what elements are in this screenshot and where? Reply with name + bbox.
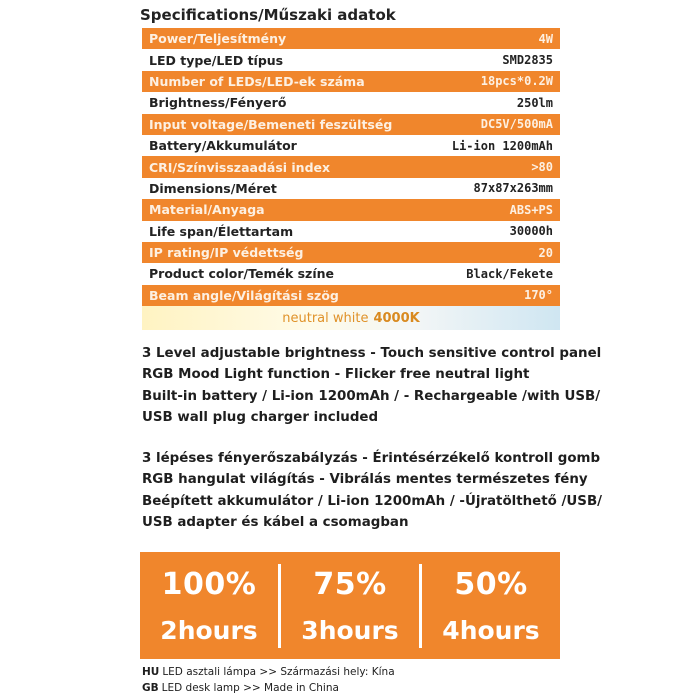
spec-row-brightness [142, 92, 560, 113]
spec-value: 170° [524, 288, 553, 303]
spec-label: Input voltage/Bemeneti feszültség [149, 116, 393, 132]
spec-value: 87x87x263mm [473, 181, 553, 196]
spec-row-power [142, 28, 560, 49]
features-english [142, 343, 602, 429]
spec-label: CRI/Színvisszaadási index [149, 159, 331, 175]
spec-row-battery [142, 135, 560, 156]
runtime-hours: 4hours [442, 615, 540, 645]
spec-row-material [142, 199, 560, 220]
footer-text: LED asztali lámpa >> Származási hely: Kína [162, 666, 395, 678]
runtime-75 [281, 567, 419, 645]
spec-row-ip-rating [142, 242, 560, 263]
footer-text: LED desk lamp >> Made in China [161, 682, 339, 694]
spec-label: Product color/Temék színe [149, 266, 334, 282]
feature-line: 3 Level adjustable brightness - Touch sensitive control panel [142, 346, 602, 361]
spec-value: >80 [531, 160, 553, 175]
runtime-level: 75% [313, 566, 387, 602]
spec-value: DC5V/500mA [480, 117, 553, 132]
spec-label: Brightness/Fényerő [149, 95, 287, 111]
spec-label: LED type/LED típus [149, 52, 284, 68]
color-temperature-bar [142, 306, 560, 330]
spec-value: Black/Fekete [466, 266, 553, 281]
spec-value: 18pcs*0.2W [480, 74, 553, 89]
spec-value: ABS+PS [509, 202, 553, 217]
spec-value: SMD2835 [502, 53, 553, 68]
spec-label: Material/Anyaga [149, 202, 265, 218]
feature-line: USB wall plug charger included [142, 410, 379, 426]
runtime-hours: 2hours [160, 615, 258, 645]
spec-row-led-type [142, 49, 560, 70]
color-temperature-value: 4000K [373, 310, 420, 326]
spec-label: Number of LEDs/LED-ek száma [149, 73, 365, 89]
page-title: Specifications/Műszaki adatok [140, 6, 396, 24]
feature-line: Beépített akkumulátor / Li-ion 1200mAh / -Újratölthető /USB/ [142, 493, 603, 509]
spec-value: 4W [538, 31, 553, 46]
color-temperature-label: neutral white [282, 310, 369, 326]
language-code: HU [142, 666, 160, 678]
feature-line: RGB Mood Light function - Flicker free neutral light [142, 367, 530, 383]
runtime-50 [422, 567, 560, 645]
features-hungarian [142, 448, 603, 534]
runtime-level: 100% [161, 566, 257, 602]
spec-value: 250lm [516, 95, 553, 110]
spec-value: 30000h [509, 224, 553, 239]
spec-table [142, 28, 560, 306]
feature-line: RGB hangulat világítás - Vibrálás mentes természetes fény [142, 472, 588, 488]
runtime-hours: 3hours [301, 615, 399, 645]
spec-label: Power/Teljesítmény [149, 31, 287, 47]
spec-row-input-voltage [142, 114, 560, 135]
feature-line: Built-in battery / Li-ion 1200mAh / - Rechargeable /with USB/ [142, 388, 601, 404]
spec-value: 20 [538, 245, 553, 260]
spec-label: Battery/Akkumulátor [149, 138, 297, 154]
feature-line: USB adapter és kábel a csomagban [142, 515, 409, 531]
spec-value: Li-ion 1200mAh [451, 138, 553, 153]
spec-row-product-color [142, 263, 560, 284]
spec-row-beam-angle [142, 285, 560, 306]
footer-line-gb [142, 682, 339, 694]
spec-label: Dimensions/Méret [149, 180, 277, 196]
language-code: GB [142, 682, 159, 694]
spec-row-life-span [142, 221, 560, 242]
feature-line: 3 lépéses fényerőszabályzás - Érintésérzékelő kontroll gomb [142, 451, 601, 466]
runtime-level: 50% [454, 566, 528, 602]
runtime-banner [140, 552, 560, 659]
footer-line-hu [142, 666, 395, 678]
spec-row-dimensions [142, 178, 560, 199]
runtime-100 [140, 567, 278, 645]
spec-row-cri [142, 156, 560, 177]
spec-label: Life span/Élettartam [149, 223, 294, 239]
spec-label: IP rating/IP védettség [149, 245, 304, 261]
spec-label: Beam angle/Világítási szög [149, 287, 339, 303]
spec-row-led-count [142, 71, 560, 92]
